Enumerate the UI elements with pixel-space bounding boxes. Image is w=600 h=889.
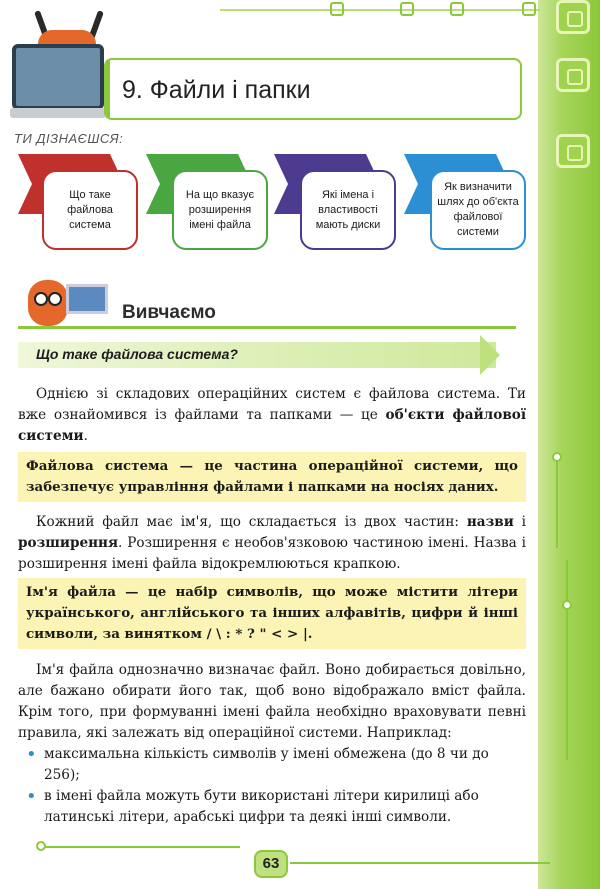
list-item: • в імені файла можуть бути використані літери кирилиці або латинські літери, арабські цифри та деякі інші символи.: [44, 786, 526, 828]
side-square-icon: [556, 0, 590, 34]
top-decoration-line: [220, 9, 540, 11]
learn-label: ТИ ДІЗНАЄШСЯ:: [14, 131, 124, 146]
top-square-icon: [330, 2, 344, 16]
definition-file-system: Файлова система — це частина операційної системи, що забезпечує управління файлами і папками на носіях даних.: [18, 452, 526, 502]
rules-list: [18, 744, 526, 828]
topic-card-4: Як визначити шлях до об'єкта файлової системи: [430, 170, 526, 250]
mascot-icon: [28, 280, 68, 326]
circuit-line: [566, 560, 568, 760]
circuit-dot: [36, 841, 46, 851]
section-title: Вивчаємо: [122, 302, 216, 323]
topic-card-3: Які імена і властивості мають диски: [300, 170, 396, 250]
question-arrow-icon: [480, 335, 500, 375]
circuit-line: [40, 846, 240, 848]
section-underline: [18, 326, 516, 329]
top-square-icon: [522, 2, 536, 16]
side-square-icon: [556, 58, 590, 92]
definition-term: Файлова система: [26, 458, 169, 474]
definition-term: Ім'я файла: [26, 584, 116, 600]
section-question: Що таке файлова система?: [36, 346, 238, 362]
circuit-line: [556, 458, 558, 548]
monitor-icon: [12, 44, 104, 110]
title-box: [104, 58, 522, 120]
laptop-icon: [66, 284, 108, 314]
side-square-icon: [556, 134, 590, 168]
page-title: 9. Файли і папки: [122, 76, 311, 104]
list-item: • максимальна кількість символів у імені обмежена (до 8 чи до 256);: [44, 744, 526, 786]
circuit-dot: [552, 452, 562, 462]
mascot-eye-icon: [48, 292, 62, 306]
paragraph-1: Однією зі складових операційних систем є файлова система. Ти вже ознайомився із файлами та папками — це об'єкти файлової системи.: [18, 386, 526, 444]
circuit-line: [290, 862, 550, 864]
monitor-stand-icon: [10, 108, 106, 118]
circuit-dot: [562, 600, 572, 610]
paragraph-3: Ім'я файла однозначно визначає файл. Воно добирається довільно, але бажано обирати його так, щоб воно відображало вміст файла. Крім того, при формуванні імені файла необхідно враховувати певні правила, які залежать від операційної системи. Наприклад: • максимальна кількість символів у імені обмежена (до 8 чи до 256); • в імені файла можуть бути використані літери кирилиці або латинські літери, арабські цифри та деякі інші символи.: [18, 660, 526, 828]
page-number: 63: [254, 850, 288, 878]
definition-file-name: Ім'я файла — це набір символів, що може містити літери українського, англійського та інших алфавітів, цифри й інші символи, за винятком / \ : * ? " < > |.: [18, 578, 526, 649]
top-square-icon: [450, 2, 464, 16]
paragraph-2: Кожний файл має ім'я, що складається із двох частин: назви і розширення. Розширення є необов'язковою частиною імені. Назва і розширення імені файла відокремлюються крапкою.: [18, 514, 527, 572]
top-square-icon: [400, 2, 414, 16]
mascot-eye-icon: [34, 292, 48, 306]
topic-card-2: На що вказує розширення імені файла: [172, 170, 268, 250]
topic-card-1: Що таке файлова система: [42, 170, 138, 250]
